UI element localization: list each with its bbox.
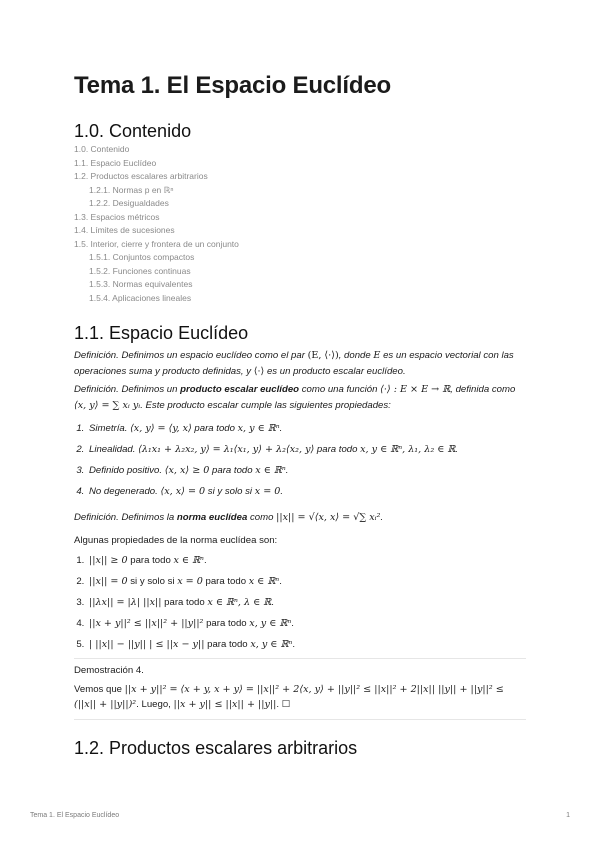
page-footer xyxy=(30,812,570,819)
footer-title: Tema 1. El Espacio Euclídeo xyxy=(30,812,120,819)
table-of-contents xyxy=(74,143,526,305)
toc-link[interactable]: 1.2. Productos escalares arbitrarios xyxy=(74,171,208,181)
definition-norma-euclidea: Definición. Definimos la norma euclídea como ||x|| = √⟨x, x⟩ = √∑ xᵢ². xyxy=(74,512,384,523)
list-item: 2. ||x|| = 0 si y solo si x = 0 para todo x ∈ ℝⁿ. xyxy=(87,571,526,592)
toc-link[interactable]: 1.5.2. Funciones continuas xyxy=(89,265,191,276)
proof-title: Demostración 4. xyxy=(74,665,144,676)
list-item: 1. Simetría. ⟨x, y⟩ = ⟨y, x⟩ para todo x, y ∈ ℝⁿ. xyxy=(87,418,526,439)
toc-link[interactable]: 1.4. Límites de sucesiones xyxy=(74,225,175,235)
toc-link[interactable]: 1.5.1. Conjuntos compactos xyxy=(89,252,195,262)
toc-link[interactable]: 1.1. Espacio Euclídeo xyxy=(74,157,157,168)
list-item: 4. ||x + y||² ≤ ||x||² + ||y||² para todo x, y ∈ ℝⁿ. xyxy=(87,613,526,634)
list-item: 3. Definido positivo. ⟨x, x⟩ ≥ 0 para todo x ∈ ℝⁿ. xyxy=(87,460,526,481)
page-number: 1 xyxy=(566,812,570,819)
toc-link[interactable]: 1.2.1. Normas p en ℝⁿ xyxy=(89,184,174,195)
toc-link[interactable]: 1.5. Interior, cierre y frontera de un conjunto xyxy=(74,238,239,249)
toc-link[interactable]: 1.5.4. Aplicaciones lineales xyxy=(89,292,192,303)
proof-block xyxy=(74,658,526,720)
toc-link[interactable]: 1.2.2. Desigualdades xyxy=(89,198,169,208)
list-item: 5. | ||x|| − ||y|| | ≤ ||x − y|| para todo x, y ∈ ℝⁿ. xyxy=(87,634,526,655)
properties-norma xyxy=(74,550,526,655)
definition-espacio-euclideo: Definición. Definimos un espacio euclídeo como el par (E, ⟨·⟩), donde E es un espacio vectorial con las operaciones suma y producto definidas, y ⟨·⟩ es un producto escalar euclídeo. xyxy=(74,350,514,377)
toc-link[interactable]: 1.5.3. Normas equivalentes xyxy=(89,279,193,289)
list-item: 1. ||x|| ≥ 0 para todo x ∈ ℝⁿ. xyxy=(87,550,526,571)
toc-link[interactable]: 1.0. Contenido xyxy=(74,144,130,154)
proof-body: Vemos que ||x + y||² = ⟨x + y, x + y⟩ = ||x||² + 2⟨x, y⟩ + ||y||² ≤ ||x||² + 2||x|| ||y|| + ||y||² ≤ (||x|| + ||y||)². Luego, ||x + y|| ≤ ||x|| + ||y||. ☐ xyxy=(74,683,504,710)
list-item: 4. No degenerado. ⟨x, x⟩ = 0 si y solo si x = 0. xyxy=(87,481,526,502)
list-item: 2. Linealidad. ⟨λ₁x₁ + λ₂x₂, y⟩ = λ₁⟨x₁, y⟩ + λ₂⟨x₂, y⟩ para todo x, y ∈ ℝⁿ, λ₁, λ₂ ∈ ℝ. xyxy=(87,439,526,460)
norm-intro: Algunas propiedades de la norma euclídea son: xyxy=(74,535,278,546)
section-heading-productos-escalares: 1.2. Productos escalares arbitrarios xyxy=(74,738,358,758)
section-heading-espacio-euclideo: 1.1. Espacio Euclídeo xyxy=(74,323,249,343)
document-title: Tema 1. El Espacio Euclídeo xyxy=(74,72,391,99)
list-item: 3. ||λx|| = |λ| ||x|| para todo x ∈ ℝⁿ, λ ∈ ℝ. xyxy=(87,592,526,613)
section-heading-contenido: 1.0. Contenido xyxy=(74,121,192,141)
properties-producto-escalar xyxy=(74,418,526,502)
definition-producto-escalar: Definición. Definimos un producto escalar euclídeo como una función ⟨·⟩ : E × E → ℝ, definida como ⟨x, y⟩ = ∑ xᵢ yᵢ. Este producto escalar cumple las siguientes propiedades: xyxy=(74,384,516,411)
toc-link[interactable]: 1.3. Espacios métricos xyxy=(74,211,160,222)
